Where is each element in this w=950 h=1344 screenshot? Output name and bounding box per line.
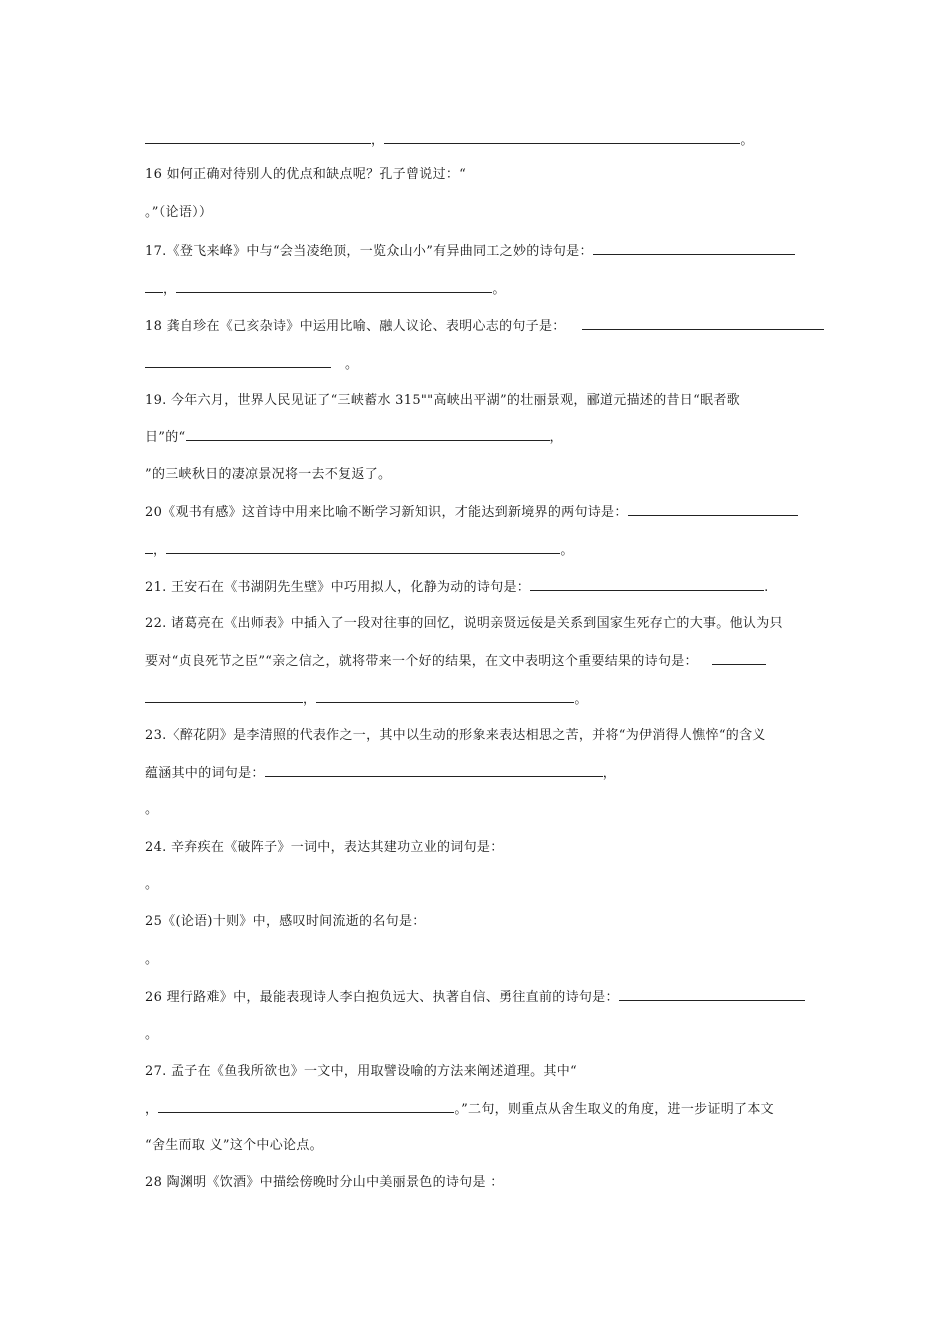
question-26: 26 理行路难》中，最能表现诗人李白抱负远大、执著自信、勇往直前的诗句是： <box>145 988 805 1007</box>
question-22-cont2: ， 。 <box>145 690 588 709</box>
fill-blank[interactable] <box>619 988 805 1001</box>
question-27-cont: ， 。”二句，则重点从舍生取义的角度，进一步证明了本文 <box>145 1102 774 1117</box>
fill-blank[interactable] <box>145 541 153 554</box>
question-16-cont: 。”（论语）） <box>145 205 213 220</box>
question-19: 19. 今年六月，世界人民见证了“三峡蓄水 315""高峡出平湖”的壮丽景观，郦道元描述的昔日“眠者歌 <box>145 393 740 408</box>
fill-blank[interactable] <box>582 317 824 330</box>
question-25-cont: 。 <box>145 952 159 967</box>
question-23: 23.〈醉花阴》是李清照的代表作之一，其中以生动的形象来表达相思之苦，并将“为伊消得人憔悴“的含义 <box>145 728 766 743</box>
question-16: 16 如何正确对待别人的优点和缺点呢？孔子曾说过：“ <box>145 167 467 182</box>
question-17-cont: ， 。 <box>145 280 506 299</box>
question-22: 22. 诸葛亮在《出师表》中插入了一段对往事的回忆，说明亲贤远佞是关系到国家生死存亡的大事。他认为只 <box>145 616 783 631</box>
question-19-cont2: ”的三峡秋日的凄凉景况将一去不复返了。 <box>145 467 392 482</box>
fill-blank[interactable] <box>145 280 163 293</box>
question-17: 17.《登飞来峰》中与“会当凌绝顶，一览众山小”有异曲同工之妙的诗句是： <box>145 242 795 261</box>
question-18: 18 龚自珍在《己亥杂诗》中运用比喻、融人议论、表明心志的句子是： <box>145 317 824 336</box>
fill-blank[interactable] <box>176 280 492 293</box>
question-21: 21. 王安石在《书湖阴先生壁》中巧用拟人，化静为动的诗句是： . <box>145 580 769 595</box>
fill-blank[interactable] <box>712 652 766 665</box>
question-23-cont2: 。 <box>145 802 159 817</box>
question-22-cont: 要对“贞良死节之臣”“亲之信之，就将带来一个好的结果，在文中表明这个重要结果的诗句是： <box>145 652 766 671</box>
fill-blank[interactable] <box>186 428 550 441</box>
fill-blank[interactable] <box>593 242 795 255</box>
fill-blank[interactable] <box>145 355 331 368</box>
question-18-cont: 。 <box>145 355 358 374</box>
fill-blank[interactable] <box>530 578 764 591</box>
fill-blank[interactable] <box>166 541 560 554</box>
question-19-cont: 日”的“ ， <box>145 430 563 445</box>
fill-blank[interactable] <box>145 131 371 144</box>
question-27-cont2: “舍生而取 义”这个中心论点。 <box>145 1138 323 1153</box>
fill-blank[interactable] <box>158 1100 454 1113</box>
question-24: 24. 辛弃疾在《破阵子》一词中，表达其建功立业的词句是： <box>145 840 504 855</box>
question-20-cont: ， 。 <box>145 541 574 560</box>
fill-blank[interactable] <box>316 690 574 703</box>
fill-blank[interactable] <box>145 690 303 703</box>
question-20: 20《观书有感》这首诗中用来比喻不断学习新知识，才能达到新境界的两句诗是： <box>145 503 798 522</box>
question-24-cont: 。 <box>145 877 159 892</box>
answer-line-15: ， 。 <box>145 131 754 150</box>
question-23-cont: 蕴涵其中的词句是： ， <box>145 766 617 781</box>
fill-blank[interactable] <box>628 503 798 516</box>
question-27: 27. 孟子在《鱼我所欲也》一文中，用取譬设喻的方法来阐述道理。其中“ <box>145 1064 577 1079</box>
fill-blank[interactable] <box>265 764 603 777</box>
question-28: 28 陶渊明《饮酒》中描绘傍晚时分山中美丽景色的诗句是 ： <box>145 1175 504 1190</box>
fill-blank[interactable] <box>384 131 740 144</box>
question-26-cont: 。 <box>145 1027 159 1042</box>
question-25: 25《(论语)十则》中，感叹时间流逝的名句是： <box>145 914 426 929</box>
